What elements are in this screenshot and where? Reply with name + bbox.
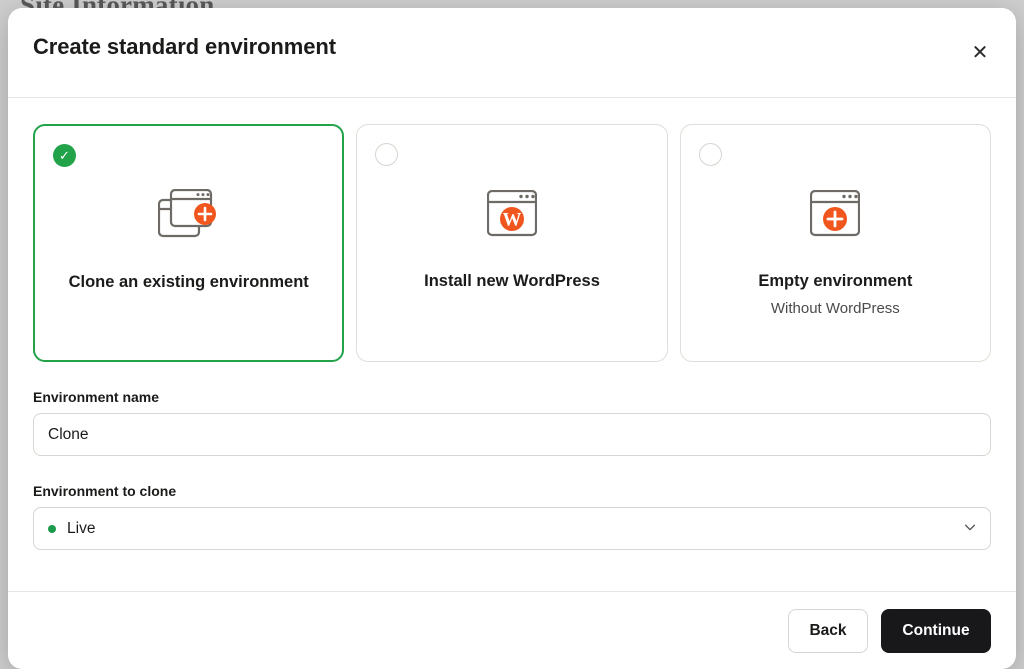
environment-name-field-group — [33, 389, 991, 456]
environment-to-clone-field-group — [33, 483, 991, 550]
environment-status-dot-icon — [48, 525, 56, 533]
svg-text:W: W — [502, 209, 522, 231]
option-empty-label: Empty environment — [758, 272, 913, 290]
environment-name-label: Environment name — [33, 389, 160, 405]
option-wordpress-label: Install new WordPress — [424, 272, 600, 290]
dialog-header — [8, 8, 1016, 98]
option-empty-environment[interactable] — [680, 124, 991, 362]
environment-to-clone-label: Environment to clone — [33, 483, 177, 499]
window-copy-plus-icon — [158, 188, 220, 246]
environment-to-clone-value: Live — [67, 519, 96, 537]
close-icon[interactable]: ✕ — [964, 36, 996, 68]
wordpress-window-icon — [487, 187, 537, 245]
radio-empty[interactable] — [699, 143, 722, 166]
back-button[interactable]: Back — [788, 609, 868, 653]
environment-name-input[interactable] — [33, 413, 991, 456]
environment-to-clone-select[interactable] — [33, 507, 991, 550]
environment-type-options — [33, 124, 991, 362]
option-install-new-wordpress[interactable] — [356, 124, 667, 362]
create-environment-dialog — [8, 8, 1016, 669]
window-plus-icon — [810, 187, 860, 245]
dialog-footer — [8, 591, 1016, 669]
option-clone-label: Clone an existing environment — [68, 273, 309, 291]
option-clone-existing-environment[interactable] — [33, 124, 344, 362]
radio-wordpress[interactable] — [375, 143, 398, 166]
dialog-body — [8, 99, 1016, 591]
option-empty-sublabel: Without WordPress — [770, 300, 900, 317]
dialog-title: Create standard environment — [33, 34, 336, 59]
continue-button[interactable]: Continue — [881, 609, 991, 653]
radio-clone[interactable]: ✓ — [53, 144, 76, 167]
chevron-down-icon — [963, 520, 977, 534]
